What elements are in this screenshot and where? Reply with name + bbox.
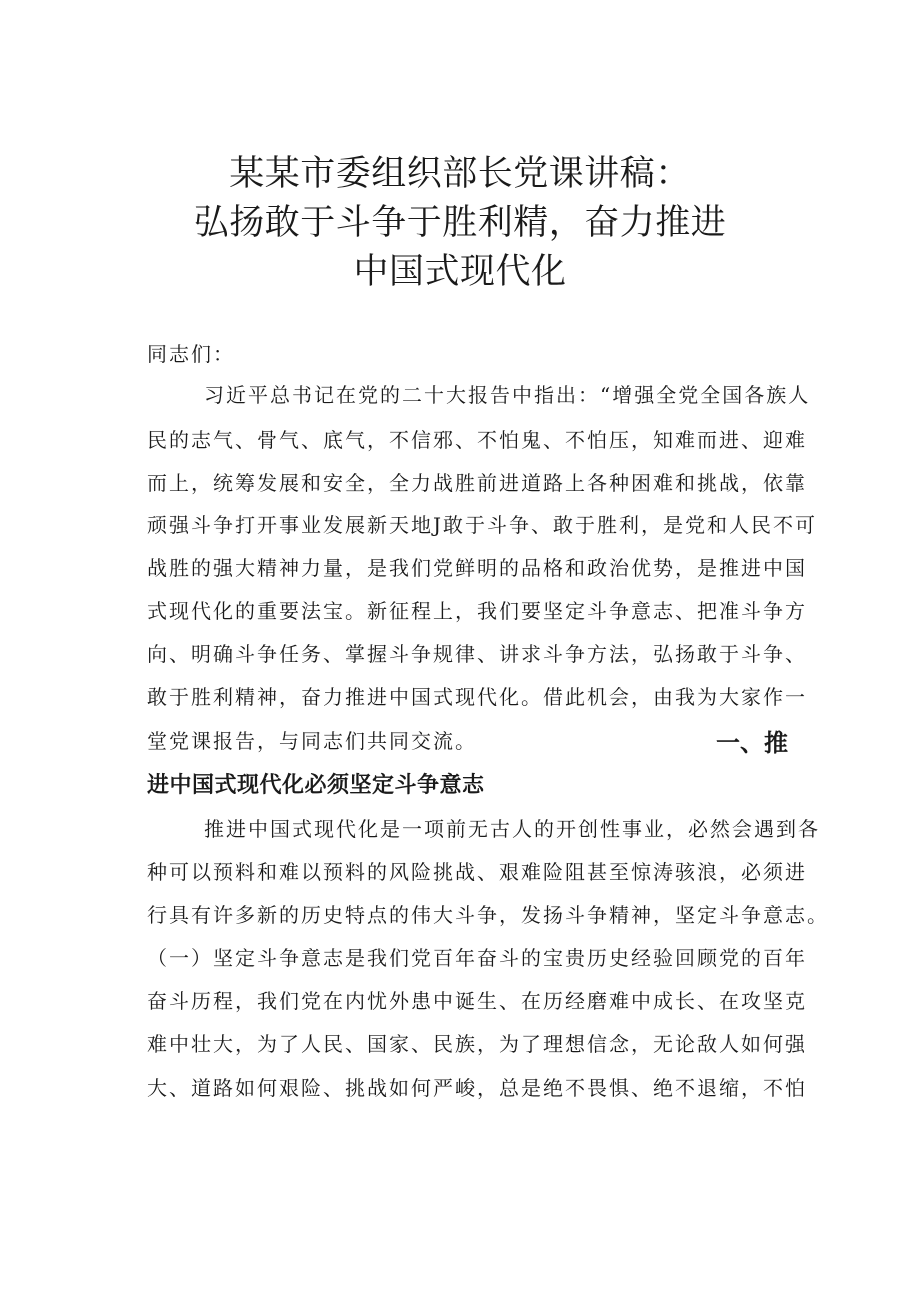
paragraph1-line: 堂党课报告，与同志们共同交流。 [147, 729, 477, 753]
paragraph2-line: 奋斗历程，我们党在内忧外患中诞生、在历经磨难中成长、在攻坚克 [147, 989, 807, 1013]
salutation: 同志们： [147, 342, 235, 366]
paragraph1-line: 习近平总书记在党的二十大报告中指出：“增强全党全国各族人 [204, 383, 811, 407]
section1-heading-start: 一、推 [716, 729, 788, 757]
paragraph1-line: 敢于胜利精神，奋力推进中国式现代化。借此机会，由我为大家作一 [147, 685, 807, 709]
paragraph1-line: 而上，统筹发展和安全，全力战胜前进道路上各种困难和挑战，依靠 [147, 471, 807, 495]
paragraph2-line: 大、道路如何艰险、挑战如何严峻，总是绝不畏惧、绝不退缩，不怕 [147, 1076, 807, 1100]
paragraph1-line: 战胜的强大精神力量，是我们党鲜明的品格和政治优势，是推进中国 [147, 556, 807, 580]
paragraph2-line: 行具有许多新的历史特点的伟大斗争，发扬斗争精神，坚定斗争意志。 [147, 903, 829, 927]
paragraph2-line: 难中壮大，为了人民、国家、民族，为了理想信念，无论敌人如何强 [147, 1032, 807, 1056]
subsection1-heading: （一）坚定斗争意志是我们党百年奋斗的宝贵历史经验回顾党的百年 [147, 946, 807, 970]
paragraph1-line: 民的志气、骨气、底气，不信邪、不怕鬼、不怕压，知难而进、迎难 [147, 428, 807, 452]
paragraph1-line: 式现代化的重要法宝。新征程上，我们要坚定斗争意志、把准斗争方 [147, 599, 807, 623]
title-line-2: 弘扬敢于斗争于胜利精，奋力推进 [193, 203, 727, 243]
document-title [100, 150, 820, 297]
section1-heading: 进中国式现代化必须坚定斗争意志 [147, 773, 485, 798]
title-line-3: 中国式现代化 [353, 252, 567, 292]
paragraph2-line: 推进中国式现代化是一项前无古人的开创性事业，必然会遇到各 [204, 817, 820, 841]
paragraph2-line: 种可以预料和难以预料的风险挑战、艰难险阻甚至惊涛骇浪，必须进 [147, 860, 807, 884]
paragraph1-line: 向、明确斗争任务、掌握斗争规律、讲求斗争方法，弘扬敢于斗争、 [147, 642, 807, 666]
title-line-1: 某某市委组织部长党课讲稿： [229, 154, 691, 194]
paragraph1-line: 顽强斗争打开事业发展新天地J敢于斗争、敢于胜利，是党和人民不可 [147, 513, 818, 537]
